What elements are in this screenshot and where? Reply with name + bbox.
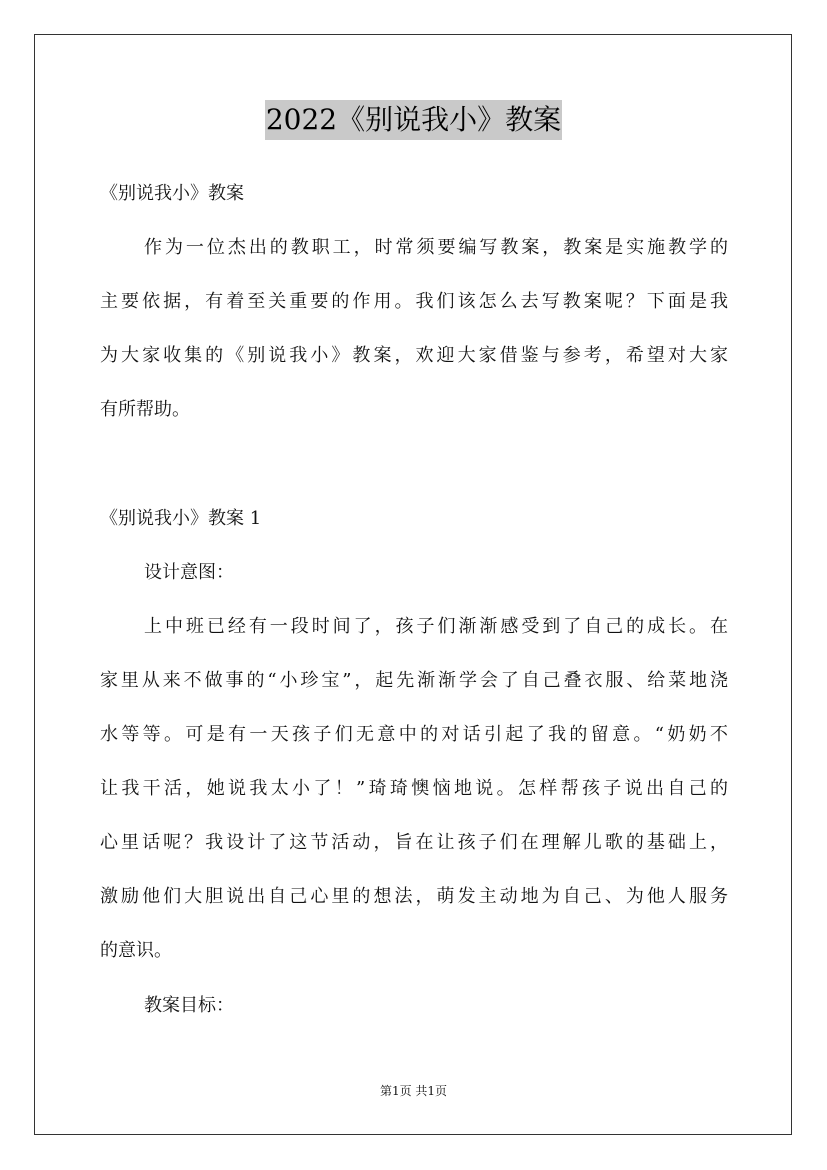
design-line: 心里话呢？我设计了这节活动，旨在让孩子们在理解儿歌的基础上， [100, 832, 728, 853]
document-title: 2022《别说我小》教案 [265, 100, 562, 140]
intro-line: 主要依据，有着至关重要的作用。我们该怎么去写教案呢？下面是我 [100, 291, 728, 312]
intro-line: 作为一位杰出的教职工，时常须要编写教案，教案是实施教学的 [144, 237, 728, 258]
design-line: 家里从来不做事的“小珍宝”，起先渐渐学会了自己叠衣服、给菜地浇 [100, 670, 728, 691]
design-line: 水等等。可是有一天孩子们无意中的对话引起了我的留意。“奶奶不 [100, 724, 728, 745]
title-container [0, 100, 827, 140]
page-footer: 第1页 共1页 [379, 1084, 448, 1098]
design-heading: 设计意图： [144, 562, 234, 583]
intro-line: 为大家收集的《别说我小》教案，欢迎大家借鉴与参考，希望对大家 [100, 345, 728, 366]
document-subtitle: 《别说我小》教案 [100, 183, 244, 204]
design-line: 上中班已经有一段时间了，孩子们渐渐感受到了自己的成长。在 [144, 616, 728, 637]
intro-line: 有所帮助。 [100, 399, 190, 420]
design-line: 激励他们大胆说出自己心里的想法，萌发主动地为自己、为他人服务 [100, 886, 728, 907]
section-heading: 《别说我小》教案 1 [100, 508, 262, 529]
goal-heading: 教案目标： [144, 995, 234, 1016]
design-line: 让我干活，她说我太小了！”琦琦懊恼地说。怎样帮孩子说出自己的 [100, 778, 728, 799]
design-line: 的意识。 [100, 940, 172, 961]
